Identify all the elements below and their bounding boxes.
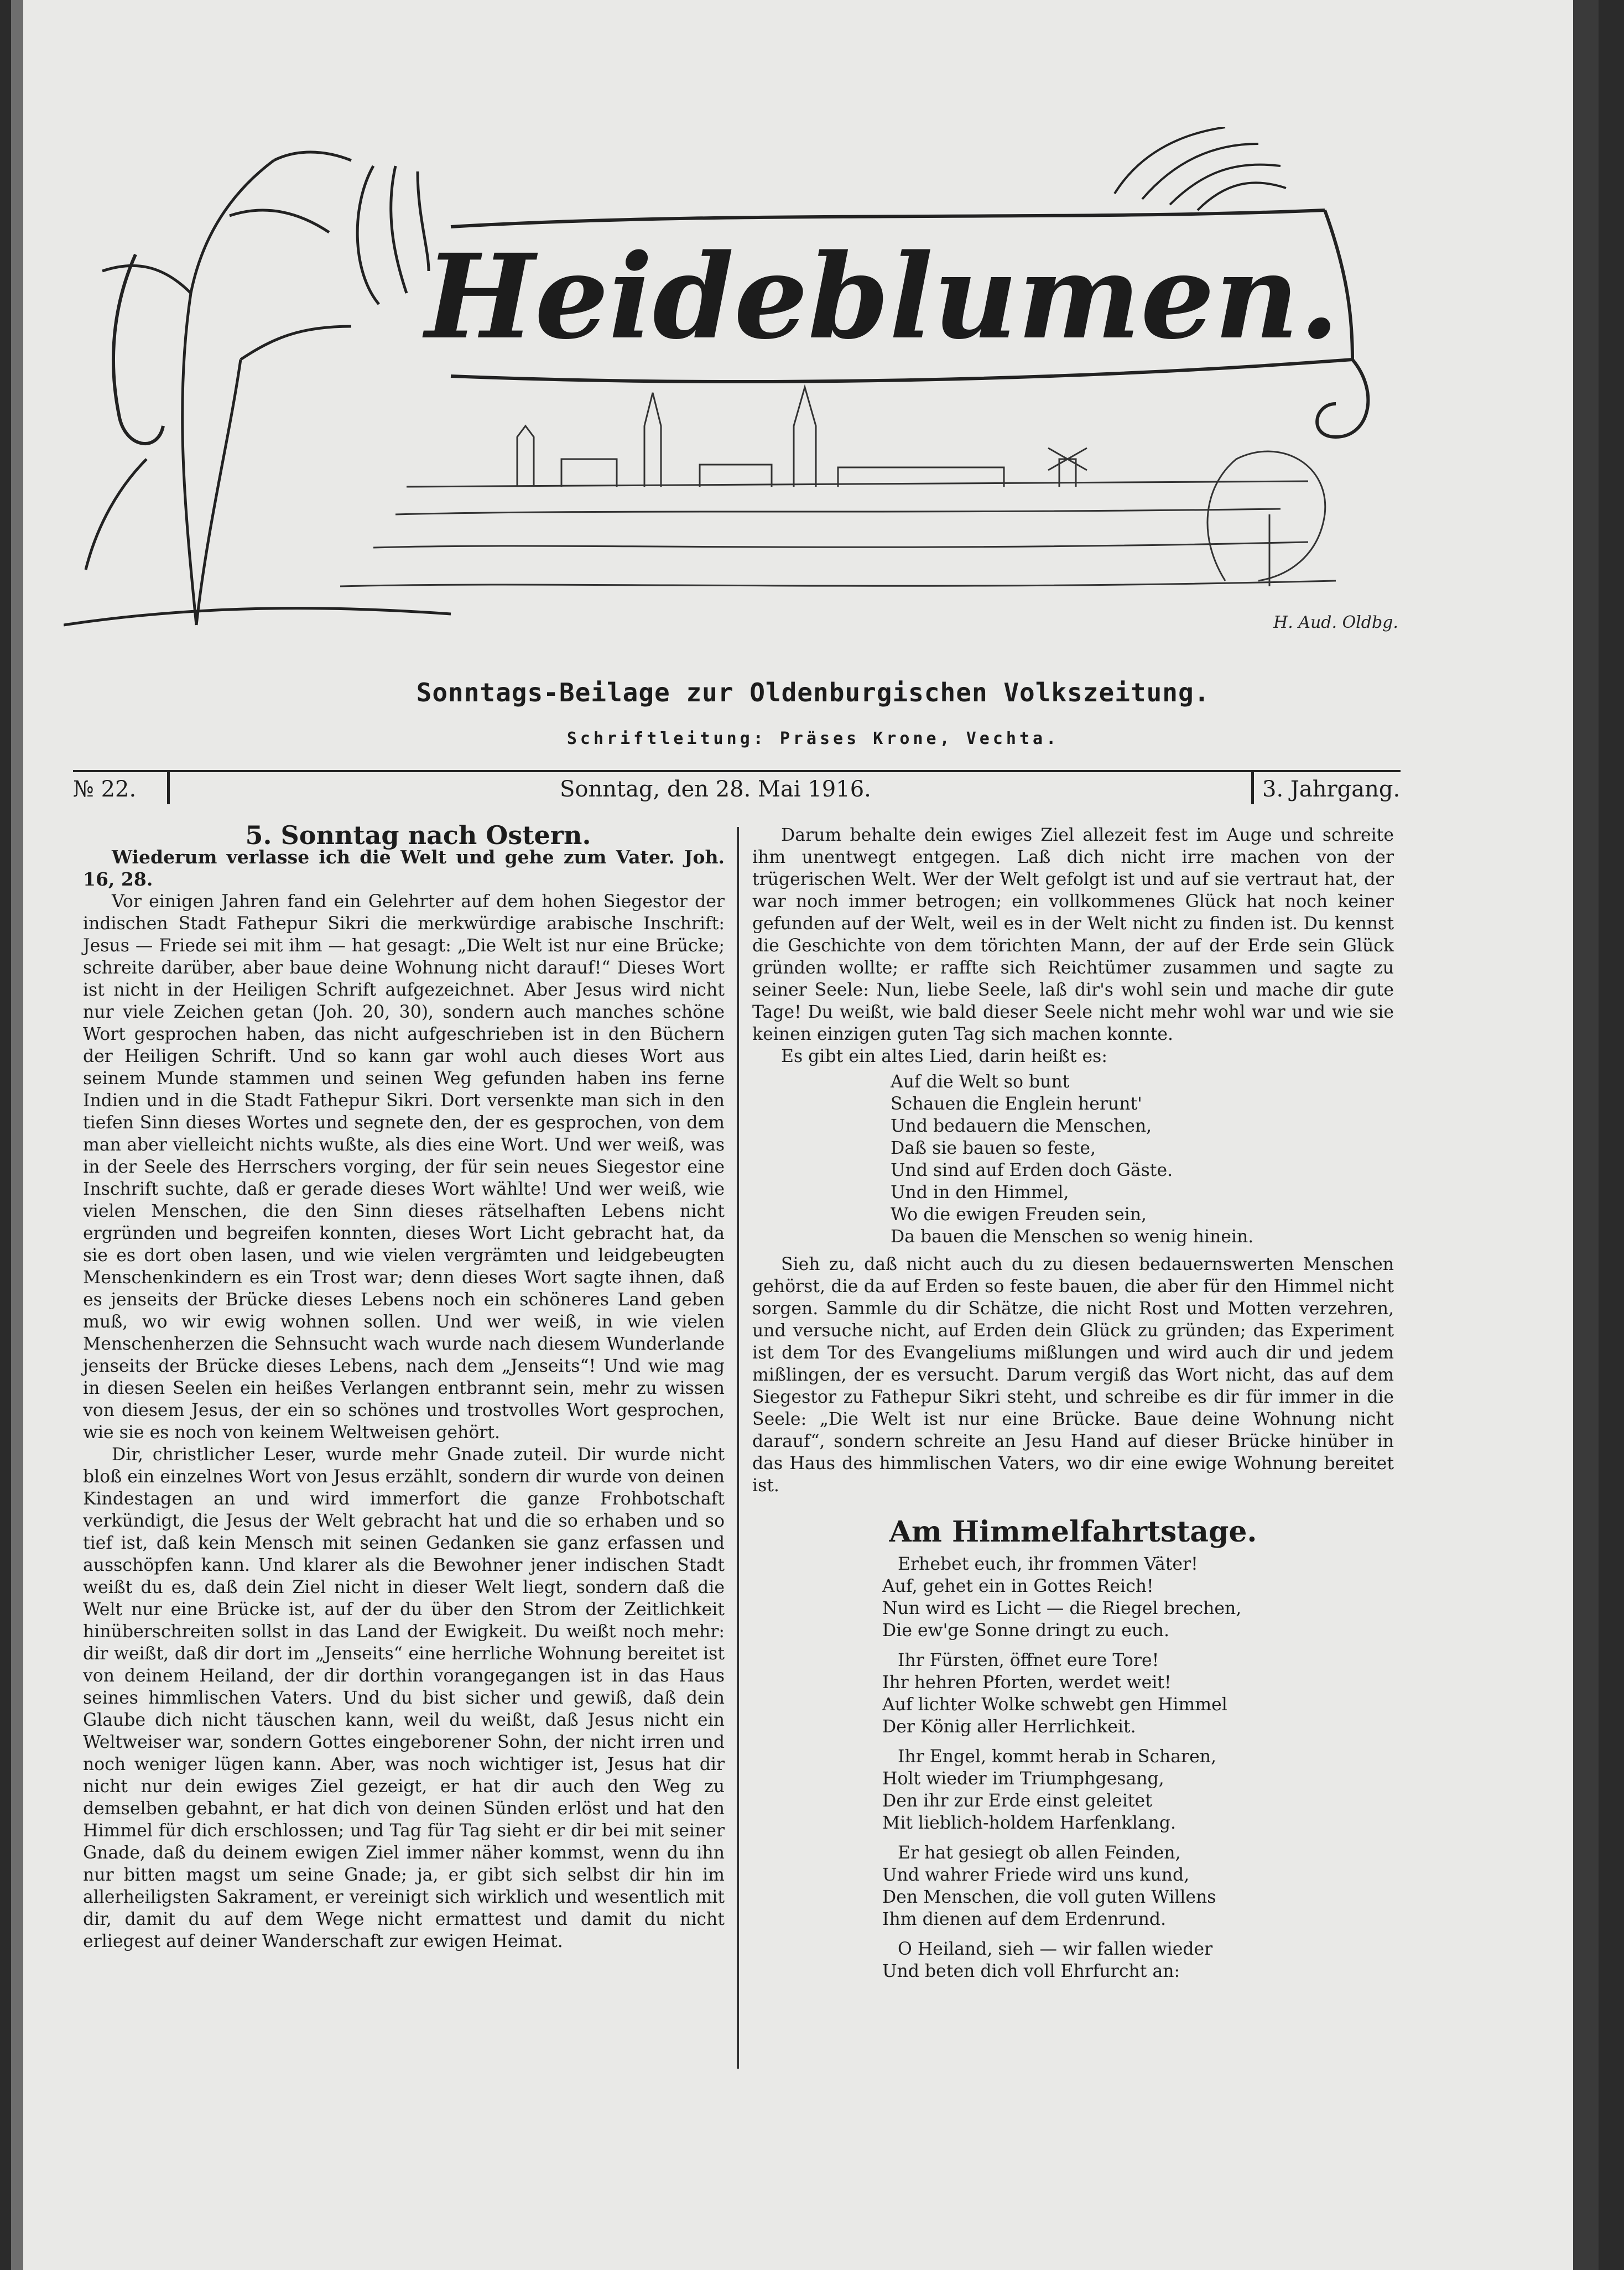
landscape-illustration [340,387,1336,586]
verse-line: Und sind auf Erden doch Gäste. [891,1160,1173,1180]
verse-line: Wo die ewigen Freuden sein, [891,1205,1147,1225]
artist-signature: H. Aud. Oldbg. [1273,613,1398,632]
verse-line: Und bedauern die Menschen, [891,1116,1152,1136]
publication-subtitle: Sonntags-Beilage zur Oldenburgischen Volkszeitung. [416,678,1210,707]
verse-line: Da bauen die Menschen so wenig hinein. [891,1227,1254,1247]
poem-line: Die ew'ge Sonne dringt zu euch. [882,1621,1170,1641]
tree-illustration [64,152,451,625]
poem-line: Auf, gehet ein in Gottes Reich! [882,1576,1154,1596]
article-conclusion: Sieh zu, daß nicht auch du zu diesen bedauernswerten Menschen gehörst, die da auf Erden so feste bauen, die aber für den Himmel nicht sorgen. Sammle du dir Schätze, die nicht Rost und Motten verzehren, und versuche nicht, auf Erden dein Glück zu gründen; das Experiment ist dem Tor des Evangeliums mißlungen und wird auch dir und jedem mißlingen, der es versucht. Darum vergiß das Wort nicht, das auf dem Siegestor zu Fathepur Sikri steht, und schreibe es dir für immer in die Seele: „Die Welt ist nur eine Brücke. Baue deine Wohnung nicht darauf“, sondern schreite an Jesu Hand auf dieser Brücke hinüber in das Haus des himmlischen Vaters, wo dir eine ewige Wohnung bereitet ist. [752,1254,1394,1496]
article-paragraph: Dir, christlicher Leser, wurde mehr Gnade zuteil. Dir wurde nicht bloß ein einzelnes Wort von Jesus erzählt, sondern dir wurde von deinen Kindestagen an und wird immerfort die ganze Frohbotschaft verkündigt, die Jesus der Welt gebracht hat und die so erhaben und so tief ist, daß kein Mensch mit seinen Gedanken sie ganz erfassen und ausschöpfen kann. Und klarer als die Bewohner jener indischen Stadt weißt du es, daß dein Ziel nicht in dieser Welt liegt, sondern daß die Welt nur eine Brücke ist, auf der du über den Strom der Zeitlichkeit hinüberschreiten sollst in das Land der Ewigkeit. Du weißt noch mehr: dir weißt, daß dir dort im „Jenseits“ eine herrliche Wohnung bereitet ist von deinem Heiland, der dir dorthin vorangegangen ist in das Haus seines himmlischen Vaters. Und du bist sicher und gewiß, daß dein Glaube dich nicht täuschen kann, weil du weißt, daß Jesus nicht ein Weltweiser war, sondern Gottes eingeborener Sohn, der nicht irren und noch weniger lügen kann. Aber, was noch wichtiger ist, Jesus hat dir nicht nur dein ewiges Ziel gezeigt, er hat dir auch den Weg zu demselben gebahnt, er hat dich von deinen Sünden erlöst und hat den Himmel für dich erschlossen; und Tag für Tag sieht er dir bei mit seiner Gnade, daß du deinem ewigen Ziel immer näher kommst, wenn du ihn nur bitten magst um seine Gnade; ja, er gibt sich selbst dir hin im allerheiligsten Sakrament, er vereinigt sich wirklich und wesentlich mit dir, damit du auf dem Wege nicht ermattest und damit du nicht erliegest auf deiner Wanderschaft zur ewigen Heimat. [83,1445,725,1951]
poem-line: Er hat gesiegt ob allen Feinden, [898,1843,1181,1863]
verse-line: Daß sie bauen so feste, [891,1138,1096,1158]
poem-line: Der König aller Herrlichkeit. [882,1717,1136,1737]
poem-line: O Heiland, sieh — wir fallen wieder [898,1939,1213,1959]
page-left-edge [11,0,23,2270]
poem-heading: Am Himmelfahrtstage. [889,1515,1257,1549]
article-heading: 5. Sonntag nach Ostern. [245,820,591,850]
dateline-bar [73,770,1401,806]
poem-line: Erhebet euch, ihr frommen Väter! [898,1554,1198,1574]
article-paragraph: Vor einigen Jahren fand ein Gelehrter auf dem hohen Siegestor der indischen Stadt Fathepur Sikri die merkwürdige arabische Inschrift: Jesus — Friede sei mit ihm — hat gesagt: „Die Welt ist nur eine Brücke; schreite darüber, aber baue deine Wohnung nicht darauf!“ Dieses Wort ist nicht in der Heiligen Schrift aufgezeichnet. Aber Jesus wird nicht nur viele Zeichen getan (Joh. 20, 30), sondern auch manches schöne Wort gesprochen haben, das nicht aufgeschrieben ist in den Büchern der Heiligen Schrift. Und so kann gar wohl auch dieses Wort aus seinem Munde stammen und seinen Weg gefunden haben ins ferne Indien und in die Stadt Fathepur Sikri. Dort versenkte man sich in den tiefen Sinn dieses Wortes und segnete den, der es gesprochen, von dem man aber vielleicht nichts wußte, als dies eine Wort. Und wer weiß, was in der Seele des Herrschers vorging, der für sein neues Siegestor eine Inschrift suchte, daß er gerade dieses Wort wählte! Und wer weiß, wie vielen Menschen, die den Sinn dieses rätselhaften Lebens nicht ergründen und begreifen konnten, dieses Wort Licht gebracht hat, da sie es dort oben lasen, und wie vielen vergrämten und leidgebeugten Menschenkindern es ein Trost war; denn dieses Wort sagte ihnen, daß es jenseits der Brücke dieses Lebens noch ein schöneres Land geben muß, wo wir ewig wohnen sollen. Und wer weiß, in wie vielen Menschenherzen die Sehnsucht wach wurde nach diesem Wunderlande jenseits der Brücke dieses Lebens, nach dem „Jenseits“! Und wie mag in diesen Seelen ein heißes Verlangen entbrannt sein, mehr zu wissen von diesem Jesus, der ein so schönes und trostvolles Wort gesprochen, wie sie es noch von keinem Weltweisen gehört. [83,892,725,1443]
verse-line: Schauen die Englein herunt' [891,1094,1142,1114]
issue-date: Sonntag, den 28. Mai 1916. [560,777,871,802]
right-column [752,824,1394,1990]
poem-line: Ihm dienen auf dem Erdenrund. [882,1909,1167,1929]
poem-stanza [882,1938,1394,1982]
issue-number: № 22. [73,777,137,802]
column-rule [737,827,739,2069]
poem-line: Auf lichter Wolke schwebt gen Himmel [882,1695,1227,1715]
poem-line: Mit lieblich-holdem Harfenklang. [882,1813,1176,1833]
masthead-illustration [64,127,1458,658]
masthead-title: Heideblumen. [425,228,1340,365]
poem-line: Nun wird es Licht — die Riegel brechen, [882,1599,1242,1618]
poem-line: Holt wieder im Triumphgesang, [882,1769,1164,1789]
poem-line: Den Menschen, die voll guten Willens [882,1887,1216,1907]
poem-line: Den ihr zur Erde einst geleitet [882,1791,1152,1811]
poem-line: Ihr Engel, kommt herab in Scharen, [898,1747,1217,1767]
verse-line: Auf die Welt so bunt [891,1072,1070,1092]
left-column [83,820,725,1953]
poem-line: Ihr hehren Pforten, werdet weit! [882,1673,1172,1693]
volume-number: 3. Jahrgang. [1262,777,1401,802]
poem-stanza [882,1746,1394,1834]
poem-stanza [882,1842,1394,1930]
article-continuation: Darum behalte dein ewiges Ziel allezeit fest im Auge und schreite ihm unentwegt entgegen. Laß dich nicht irre machen von der trügerischen Welt. Wer der Welt gefolgt ist und auf sie vertraut hat, der war noch immer betrogen; ein vollkommenes Glück hat noch keiner gefunden auf der Welt, weil es in der Welt nicht zu finden ist. Du kennst die Geschichte von dem törichten Mann, der auf der Erde sein Glück gründen wollte; er raffte sich Reichtümer zusammen und sagte zu seiner Seele: Nun, liebe Seele, laß dir's wohl sein und mache dir gute Tage! Du weißt, wie bald dieser Seele nicht mehr wohl war und wie sie keinen einzigen guten Tag sich machen konnte. [752,825,1394,1044]
poem-line: Und beten dich voll Ehrfurcht an: [882,1961,1180,1981]
poem-stanza [882,1649,1394,1738]
poem-body [882,1553,1394,1982]
poem-line: Ihr Fürsten, öffnet eure Tore! [898,1651,1159,1670]
verse-line: Und in den Himmel, [891,1183,1069,1202]
dateline-separator [167,772,170,804]
dateline-separator [1251,772,1254,804]
editor-line: Schriftleitung: Präses Krone, Vechta. [566,729,1060,748]
poem-stanza [882,1553,1394,1642]
article-motto: Wiederum verlasse ich die Welt und gehe zum Vater. Joh. 16, 28. [83,846,725,890]
newspaper-page [11,0,1599,2270]
grass-decoration [1115,127,1286,210]
scan-right-border [1573,0,1599,2270]
poem-line: Und wahrer Friede wird uns kund, [882,1865,1190,1885]
song-intro: Es gibt ein altes Lied, darin heißt es: [781,1047,1107,1066]
song-verse [891,1071,1394,1248]
